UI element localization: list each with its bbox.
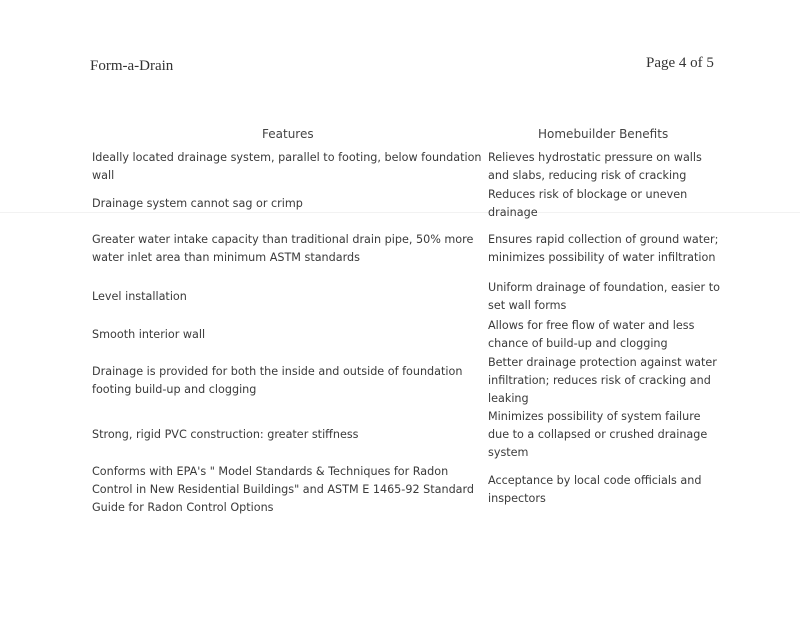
column-header-benefits: Homebuilder Benefits bbox=[538, 127, 669, 141]
page-number: Page 4 of 5 bbox=[646, 55, 714, 71]
feature-cell-7: Strong, rigid PVC construction: greater stiffness bbox=[92, 428, 359, 441]
feature-cell-1: Ideally located drainage system, parallel to footing, below foundation wall bbox=[92, 151, 482, 182]
benefit-cell-8: Acceptance by local code officials and inspectors bbox=[488, 474, 702, 505]
benefit-cell-3: Ensures rapid collection of ground water; minimizes possibility of water infiltration bbox=[488, 233, 719, 264]
document-title: Form-a-Drain bbox=[90, 58, 174, 74]
feature-cell-2: Drainage system cannot sag or crimp bbox=[92, 197, 303, 210]
feature-cell-4: Level installation bbox=[92, 290, 187, 303]
benefit-cell-7: Minimizes possibility of system failure due to a collapsed or crushed drainage system bbox=[488, 410, 708, 459]
benefit-cell-6: Better drainage protection against water infiltration; reduces risk of cracking and leaking bbox=[488, 356, 717, 405]
feature-cell-8: Conforms with EPA's " Model Standards & Techniques for Radon Control in New Residential Buildings" and ASTM E 1465-92 Standard Guide for Radon Control Options bbox=[92, 465, 475, 514]
feature-cell-6: Drainage is provided for both the inside and outside of foundation footing build-up and clogging bbox=[92, 365, 463, 396]
benefit-cell-5: Allows for free flow of water and less chance of build-up and clogging bbox=[488, 319, 695, 350]
benefit-cell-4: Uniform drainage of foundation, easier to set wall forms bbox=[488, 281, 720, 312]
benefit-cell-2: Reduces risk of blockage or uneven drainage bbox=[488, 188, 688, 219]
feature-cell-5: Smooth interior wall bbox=[92, 328, 206, 341]
feature-cell-3: Greater water intake capacity than traditional drain pipe, 50% more water inlet area than minimum ASTM standards bbox=[92, 233, 474, 264]
column-header-features: Features bbox=[262, 127, 314, 141]
benefit-cell-1: Relieves hydrostatic pressure on walls and slabs, reducing risk of cracking bbox=[488, 151, 702, 182]
